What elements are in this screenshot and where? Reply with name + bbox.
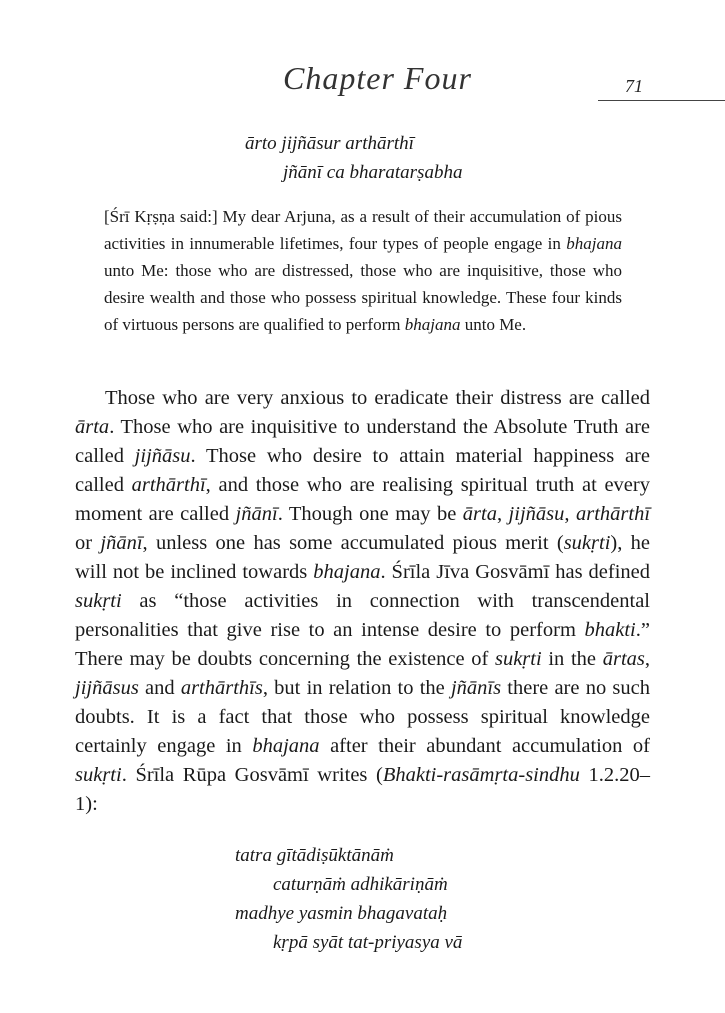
text-run: after their abundant accumulation of (319, 735, 650, 757)
translation-paragraph (104, 203, 622, 338)
italic-term: sukṛti (563, 532, 611, 554)
text-run: 1.2.20–1): (75, 764, 650, 815)
italic-term: bhajana (566, 234, 622, 253)
text-run: , and those who are realising spiritual truth at every moment are called (75, 474, 650, 525)
text-run: as “those activities in connection with transcendental personalities that give rise to an intense desire to perform (75, 590, 650, 641)
verse-line: caturṇāṁ adhikāriṇāṁ (273, 874, 448, 895)
verse-block-1 (245, 129, 462, 187)
text-run: , (644, 648, 650, 670)
text-run: in the (541, 648, 603, 670)
text-run: Those who are very anxious to eradicate their distress are called (105, 387, 650, 409)
page-number: 71 (625, 76, 643, 96)
italic-term: bhajana (252, 735, 320, 757)
text-run: . Those who desire to attain material happiness are called (75, 445, 650, 496)
italic-term: arthārthīs (180, 677, 263, 699)
text-run: . Śrīla Rūpa Gosvāmī writes ( (121, 764, 383, 786)
text-run: unto Me: those who are distressed, those who are inquisitive, those who desire wealth and those who possess spiritual knowledge. These four kinds of virtuous persons are qualified to perform (104, 261, 622, 334)
text-run: .” There may be doubts concerning the existence of (75, 619, 650, 670)
verse-line: ārto jijñāsur arthārthī (245, 133, 414, 154)
text-run: . Though one may be (277, 503, 463, 525)
text-run: , unless one has some accumulated pious merit ( (142, 532, 564, 554)
text-run: . Śrīla Jīva Gosvāmī has defined (380, 561, 651, 583)
italic-term: jijñāsu (134, 445, 191, 467)
italic-term: sukṛti (75, 590, 122, 612)
text-run: ), he will not be inclined towards (75, 532, 650, 583)
italic-term: arthārthī (131, 474, 206, 496)
verse-line: kṛpā syāt tat-priyasya vā (273, 932, 463, 953)
running-title: Chapter Four (283, 60, 472, 96)
italic-term: jñānī (100, 532, 143, 554)
italic-term: bhakti (584, 619, 636, 641)
text-run: , but in relation to the (262, 677, 451, 699)
verse-line: madhye yasmin bhagavataḥ (235, 903, 448, 924)
text-run: unto Me. (460, 315, 527, 334)
text-run: or (75, 532, 101, 554)
italic-term: jñānī (235, 503, 278, 525)
text-run: . Those who are inquisitive to understand the Absolute Truth are called (75, 416, 650, 467)
italic-term: Bhakti-rasāmṛta-sindhu (382, 764, 580, 786)
purport-paragraph (75, 384, 650, 819)
text-run: there are no such doubts. It is a fact that those who possess spiritual knowledge certainly engage in (75, 677, 650, 757)
italic-term: arthārthī (575, 503, 651, 525)
italic-term: sukṛti (494, 648, 542, 670)
italic-term: ārta (75, 416, 110, 438)
italic-term: jñānīs (450, 677, 502, 699)
italic-term: jijñāsus (75, 677, 139, 699)
italic-term: ārta (462, 503, 497, 525)
text-run: and (138, 677, 181, 699)
verse-block-2 (235, 841, 462, 957)
italic-term: bhajana (313, 561, 381, 583)
italic-term: ārtas (602, 648, 645, 670)
text-run: , (564, 503, 576, 525)
text-run: [Śrī Kṛṣṇa said:] My dear Arjuna, as a result of their accumulation of pious activities in innumerable lifetimes, four types of people engage in (104, 207, 622, 253)
header-rule (598, 100, 725, 101)
italic-term: jijñāsu (508, 503, 565, 525)
italic-term: bhajana (404, 315, 461, 334)
italic-term: sukṛti (75, 764, 122, 786)
text-run: , (496, 503, 509, 525)
verse-line: jñānī ca bharatarṣabha (283, 162, 463, 183)
verse-line: tatra gītādiṣūktānāṁ (235, 845, 394, 866)
